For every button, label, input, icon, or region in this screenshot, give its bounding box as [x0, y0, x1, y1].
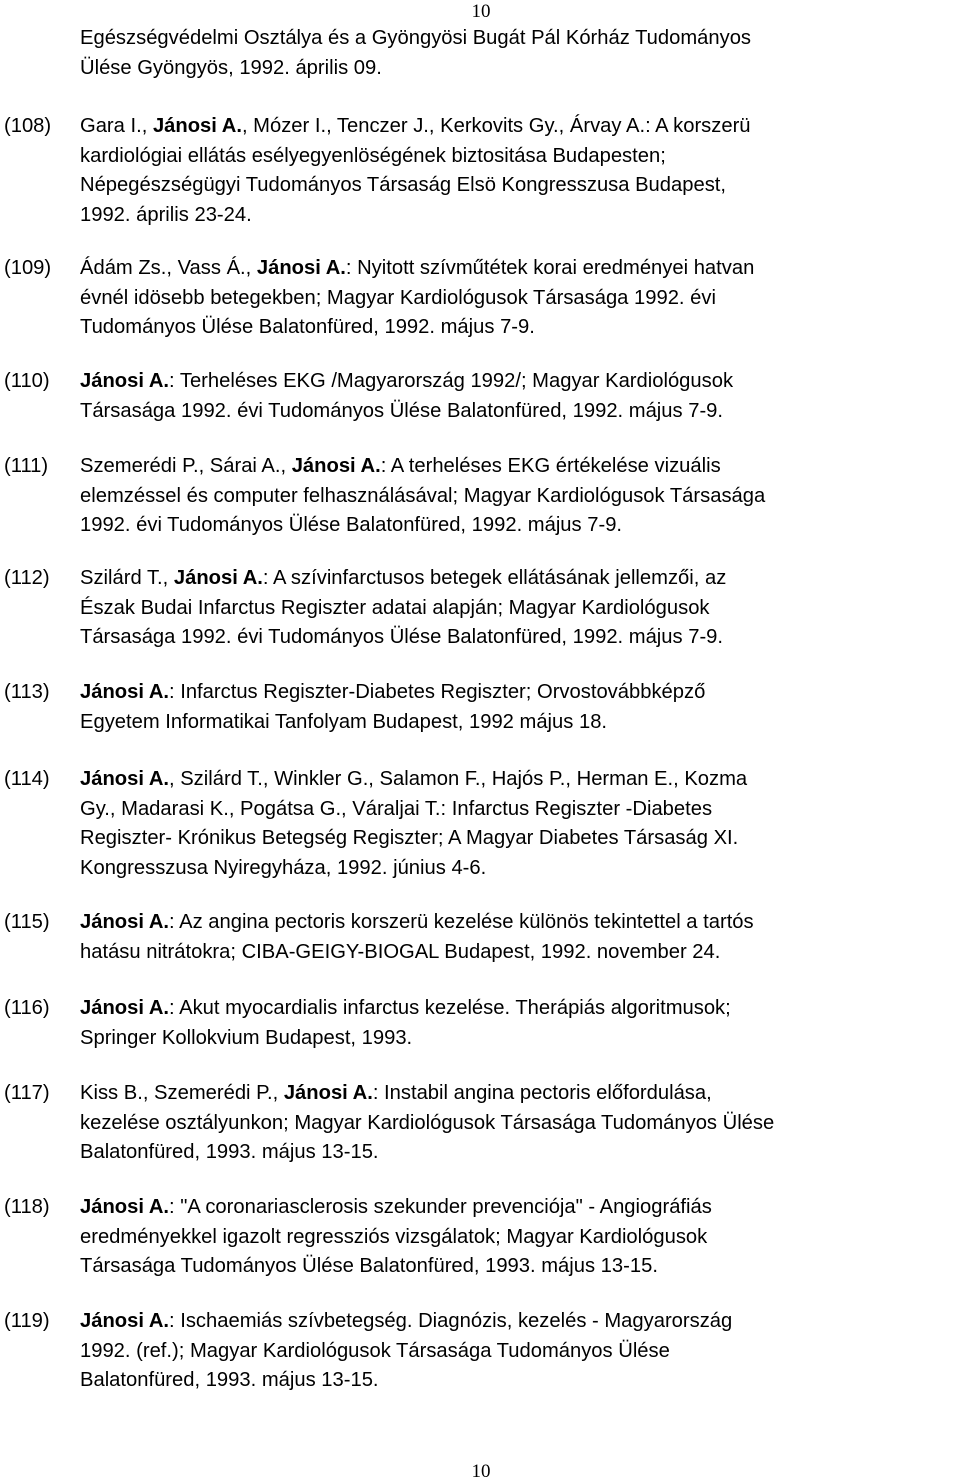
reference-text: [80, 564, 960, 653]
text-segment: , Szilárd T., Winkler G., Salamon F., Hajós P., Herman E., Kozma: [169, 768, 748, 790]
reference-number: (112): [4, 567, 50, 589]
page-number-bottom: 10: [471, 1461, 491, 1482]
reference-line: [80, 112, 960, 142]
reference-text: [80, 765, 960, 883]
reference-text: [80, 254, 960, 343]
reference-number: (109): [4, 257, 52, 279]
reference-text: [80, 1307, 960, 1396]
author-highlight: Jánosi A.: [173, 567, 263, 589]
page-number-top: 10: [471, 1, 491, 22]
text-segment: Ádám Zs., Vass Á.,: [80, 257, 257, 279]
text-segment: , Mózer I., Tenczer J., Kerkovits Gy., Árvay A.: [241, 115, 646, 137]
reference-line: [80, 678, 960, 708]
reference-line: [80, 765, 960, 795]
reference-line: [80, 854, 960, 884]
author-highlight: Jánosi A.: [80, 997, 169, 1019]
text-segment: Észak Budai Infarctus Regiszter adatai alapján; Magyar Kardiológusok: [80, 596, 710, 619]
reference-entry-continued: [0, 24, 960, 83]
text-segment: : Instabil angina pectoris előfordulása,: [372, 1082, 712, 1104]
text-segment: Egyetem Informatikai Tanfolyam Budapest, 1992 május 18.: [80, 710, 608, 733]
text-segment: évnél idösebb betegekben; Magyar Kardiológusok Társasága 1992. évi: [80, 286, 716, 309]
reference-line: [80, 511, 960, 541]
reference-line: [80, 994, 960, 1024]
reference-entry-115: [0, 908, 960, 967]
reference-line: [80, 1024, 960, 1054]
reference-entry-109: [0, 254, 960, 343]
reference-line: [80, 1252, 960, 1282]
reference-line: [80, 284, 960, 314]
text-segment: elemzéssel és computer felhasználásával; Magyar Kardiológusok Társasága: [80, 484, 766, 507]
text-segment: Szemerédi P., Sárai A.,: [80, 455, 292, 477]
text-segment: : Nyitott szívműtétek korai eredményei hatvan: [345, 257, 755, 279]
text-segment: Tudományos Ülése Balatonfüred, 1992. május 7-9.: [80, 316, 535, 339]
text-segment: : A szívinfarctusos betegek ellátásának jellemzői, az: [262, 567, 727, 589]
reference-entry-108: [0, 112, 960, 230]
reference-line: [80, 54, 960, 84]
reference-entry-116: [0, 994, 960, 1053]
author-highlight: Jánosi A.: [80, 768, 169, 790]
author-highlight: Jánosi A.: [152, 115, 242, 137]
reference-entry-117: [0, 1079, 960, 1168]
reference-entry-113: [0, 678, 960, 737]
reference-text: [80, 24, 960, 83]
text-segment: Társasága 1992. évi Tudományos Ülése Balatonfüred, 1992. május 7-9.: [80, 626, 724, 649]
reference-line: [80, 254, 960, 284]
reference-line: [80, 594, 960, 624]
reference-entry-114: [0, 765, 960, 883]
author-highlight: Jánosi A.: [291, 455, 381, 477]
reference-line: [80, 564, 960, 594]
text-segment: 1992. évi Tudományos Ülése Balatonfüred, 1992. május 7-9.: [80, 514, 623, 537]
reference-number: (115): [4, 911, 50, 933]
text-segment: kardiológiai ellátás esélyegyenlöségének biztositása Budapesten;: [80, 144, 666, 167]
text-segment: Balatonfüred, 1993. május 13-15.: [80, 1369, 379, 1392]
reference-number: (118): [4, 1196, 50, 1218]
reference-number: (114): [4, 768, 50, 790]
text-segment: Regiszter- Krónikus Betegség Regiszter; A Magyar Diabetes Társaság XI.: [80, 827, 739, 850]
author-highlight: Jánosi A.: [80, 370, 169, 392]
text-segment: 1992. (ref.); Magyar Kardiológusok Társasága Tudományos Ülése: [80, 1339, 670, 1362]
text-segment: Balatonfüred, 1993. május 13-15.: [80, 1141, 379, 1164]
reference-entry-110: [0, 367, 960, 426]
text-segment: Gy., Madarasi K., Pogátsa G., Váraljai T.: Infarctus Regiszter -Diabetes: [80, 797, 713, 820]
text-segment: : Ischaemiás szívbetegség. Diagnózis, kezelés - Magyarország: [169, 1310, 733, 1332]
reference-number: (116): [4, 997, 50, 1019]
reference-text: [80, 1193, 960, 1282]
text-segment: hatásu nitrátokra; CIBA-GEIGY-BIOGAL Budapest, 1992. november 24.: [80, 940, 721, 963]
reference-line: [80, 171, 960, 201]
text-segment: : Az angina pectoris korszerü kezelése különös tekintettel a tartós: [169, 911, 754, 933]
reference-text: [80, 452, 960, 541]
text-segment: : A terheléses EKG értékelése vizuális: [380, 455, 721, 477]
reference-number: (108): [4, 115, 52, 137]
text-segment: Társasága Tudományos Ülése Balatonfüred, 1993. május 13-15.: [80, 1255, 658, 1278]
reference-number: (111): [4, 455, 49, 477]
reference-line: [80, 908, 960, 938]
reference-entry-118: [0, 1193, 960, 1282]
author-highlight: Jánosi A.: [256, 257, 346, 279]
text-segment: kezelése osztályunkon; Magyar Kardiológusok Társasága Tudományos Ülése: [80, 1111, 775, 1134]
reference-entry-112: [0, 564, 960, 653]
reference-line: [80, 1109, 960, 1139]
reference-line: [80, 623, 960, 653]
text-segment: Társasága 1992. évi Tudományos Ülése Balatonfüred, 1992. május 7-9.: [80, 399, 724, 422]
text-segment: 1992. április 23-24.: [80, 203, 252, 226]
reference-number: (119): [4, 1310, 50, 1332]
reference-line: [80, 795, 960, 825]
reference-line: [80, 482, 960, 512]
reference-text: [80, 678, 960, 737]
text-segment: Kongresszusa Nyiregyháza, 1992. június 4-6.: [80, 856, 487, 879]
reference-line: [80, 397, 960, 427]
text-segment: Springer Kollokvium Budapest, 1993.: [80, 1026, 413, 1049]
reference-number: (110): [4, 370, 50, 392]
reference-text: [80, 994, 960, 1053]
author-highlight: Jánosi A.: [80, 911, 169, 933]
text-segment: : Infarctus Regiszter-Diabetes Regiszter; Orvostovábbképző: [169, 681, 706, 703]
reference-text: [80, 367, 960, 426]
text-segment: : Terheléses EKG /Magyarország 1992/; Magyar Kardiológusok: [169, 370, 734, 392]
author-highlight: Jánosi A.: [80, 1196, 169, 1218]
reference-line: [80, 313, 960, 343]
reference-entry-111: [0, 452, 960, 541]
reference-number: (113): [4, 681, 50, 703]
text-segment: : "A coronariasclerosis szekunder prevenciója" - Angiográfiás: [169, 1196, 712, 1218]
reference-line: [80, 452, 960, 482]
text-segment: : Akut myocardialis infarctus kezelése. Therápiás algoritmusok;: [169, 997, 731, 1019]
text-segment: Szilárd T.,: [80, 567, 174, 589]
text-segment: eredményekkel igazolt regressziós vizsgálatok; Magyar Kardiológusok: [80, 1225, 708, 1248]
text-segment: Gara I.,: [80, 115, 153, 137]
reference-line: [80, 142, 960, 172]
reference-line: [80, 1307, 960, 1337]
reference-line: [80, 938, 960, 968]
text-segment: Kiss B., Szemerédi P.,: [80, 1082, 284, 1104]
reference-line: [80, 367, 960, 397]
text-segment: Ülése Gyöngyös, 1992. április 09.: [80, 56, 382, 79]
reference-line: [80, 1138, 960, 1168]
text-segment: : A korszerü: [645, 115, 751, 137]
reference-line: [80, 201, 960, 231]
reference-line: [80, 1079, 960, 1109]
author-highlight: Jánosi A.: [283, 1082, 373, 1104]
reference-line: [80, 708, 960, 738]
reference-text: [80, 1079, 960, 1168]
reference-entry-119: [0, 1307, 960, 1396]
author-highlight: Jánosi A.: [80, 681, 169, 703]
reference-text: [80, 112, 960, 230]
reference-text: [80, 908, 960, 967]
reference-line: [80, 1193, 960, 1223]
reference-line: [80, 1366, 960, 1396]
text-segment: Népegészségügyi Tudományos Társaság Elsö Kongresszusa Budapest,: [80, 174, 727, 197]
text-segment: Egészségvédelmi Osztálya és a Gyöngyösi Bugát Pál Kórház Tudományos: [80, 27, 752, 49]
author-highlight: Jánosi A.: [80, 1310, 169, 1332]
reference-line: [80, 824, 960, 854]
reference-line: [80, 1223, 960, 1253]
reference-number: (117): [4, 1082, 50, 1104]
reference-line: [80, 24, 960, 54]
reference-line: [80, 1337, 960, 1367]
